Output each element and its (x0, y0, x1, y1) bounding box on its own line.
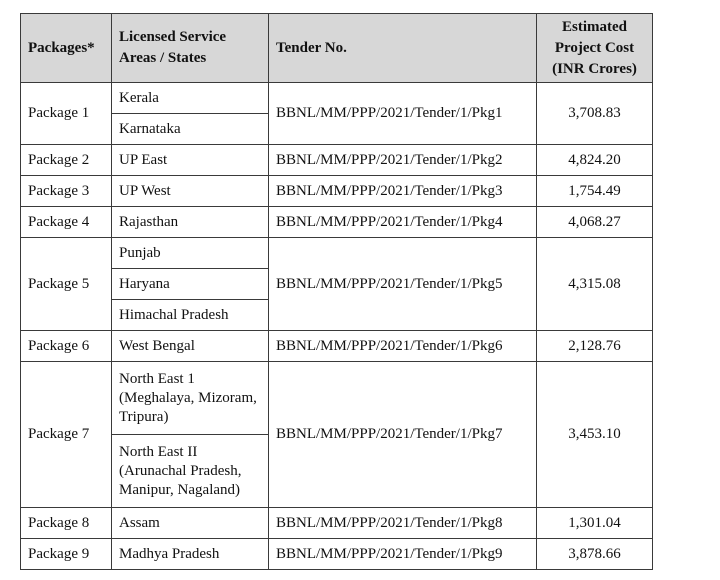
tender-cell: BBNL/MM/PPP/2021/Tender/1/Pkg6 (269, 331, 537, 362)
package-cell: Package 7 (21, 362, 112, 508)
cost-cell: 4,824.20 (537, 145, 653, 176)
cost-cell: 1,754.49 (537, 176, 653, 207)
state-cell: Himachal Pradesh (112, 300, 269, 331)
table-row (21, 508, 653, 539)
header-tender: Tender No. (269, 14, 537, 83)
package-cell: Package 4 (21, 207, 112, 238)
package-cell: Package 6 (21, 331, 112, 362)
header-cost: Estimated Project Cost (INR Crores) (537, 14, 653, 83)
state-cell: Karnataka (112, 114, 269, 145)
table-row (21, 83, 653, 114)
cost-cell: 2,128.76 (537, 331, 653, 362)
tender-cell: BBNL/MM/PPP/2021/Tender/1/Pkg3 (269, 176, 537, 207)
state-cell: Assam (112, 508, 269, 539)
packages-table (20, 13, 653, 570)
table-row (21, 331, 653, 362)
tender-cell: BBNL/MM/PPP/2021/Tender/1/Pkg8 (269, 508, 537, 539)
state-cell: Rajasthan (112, 207, 269, 238)
tender-cell: BBNL/MM/PPP/2021/Tender/1/Pkg9 (269, 539, 537, 570)
header-packages: Packages* (21, 14, 112, 83)
state-cell: North East 1 (Meghalaya, Mizoram, Tripura) (112, 362, 269, 435)
cost-cell: 4,315.08 (537, 238, 653, 331)
package-cell: Package 8 (21, 508, 112, 539)
package-cell: Package 3 (21, 176, 112, 207)
table-row (21, 207, 653, 238)
table-row (21, 145, 653, 176)
package-cell: Package 9 (21, 539, 112, 570)
state-cell: North East II (Arunachal Pradesh, Manipur, Nagaland) (112, 435, 269, 508)
cost-cell: 4,068.27 (537, 207, 653, 238)
table-row (21, 238, 653, 269)
state-cell: West Bengal (112, 331, 269, 362)
tender-cell: BBNL/MM/PPP/2021/Tender/1/Pkg5 (269, 238, 537, 331)
table-row (21, 362, 653, 435)
state-cell: Madhya Pradesh (112, 539, 269, 570)
table-row (21, 539, 653, 570)
tender-cell: BBNL/MM/PPP/2021/Tender/1/Pkg7 (269, 362, 537, 508)
cost-cell: 3,453.10 (537, 362, 653, 508)
state-cell: Haryana (112, 269, 269, 300)
package-cell: Package 5 (21, 238, 112, 331)
package-cell: Package 2 (21, 145, 112, 176)
header-row (21, 14, 653, 83)
tender-cell: BBNL/MM/PPP/2021/Tender/1/Pkg2 (269, 145, 537, 176)
cost-cell: 1,301.04 (537, 508, 653, 539)
package-cell: Package 1 (21, 83, 112, 145)
header-lsa: Licensed Service Areas / States (112, 14, 269, 83)
tender-cell: BBNL/MM/PPP/2021/Tender/1/Pkg1 (269, 83, 537, 145)
tender-cell: BBNL/MM/PPP/2021/Tender/1/Pkg4 (269, 207, 537, 238)
table-row (21, 176, 653, 207)
state-cell: Punjab (112, 238, 269, 269)
state-cell: UP West (112, 176, 269, 207)
state-cell: Kerala (112, 83, 269, 114)
cost-cell: 3,708.83 (537, 83, 653, 145)
cost-cell: 3,878.66 (537, 539, 653, 570)
state-cell: UP East (112, 145, 269, 176)
